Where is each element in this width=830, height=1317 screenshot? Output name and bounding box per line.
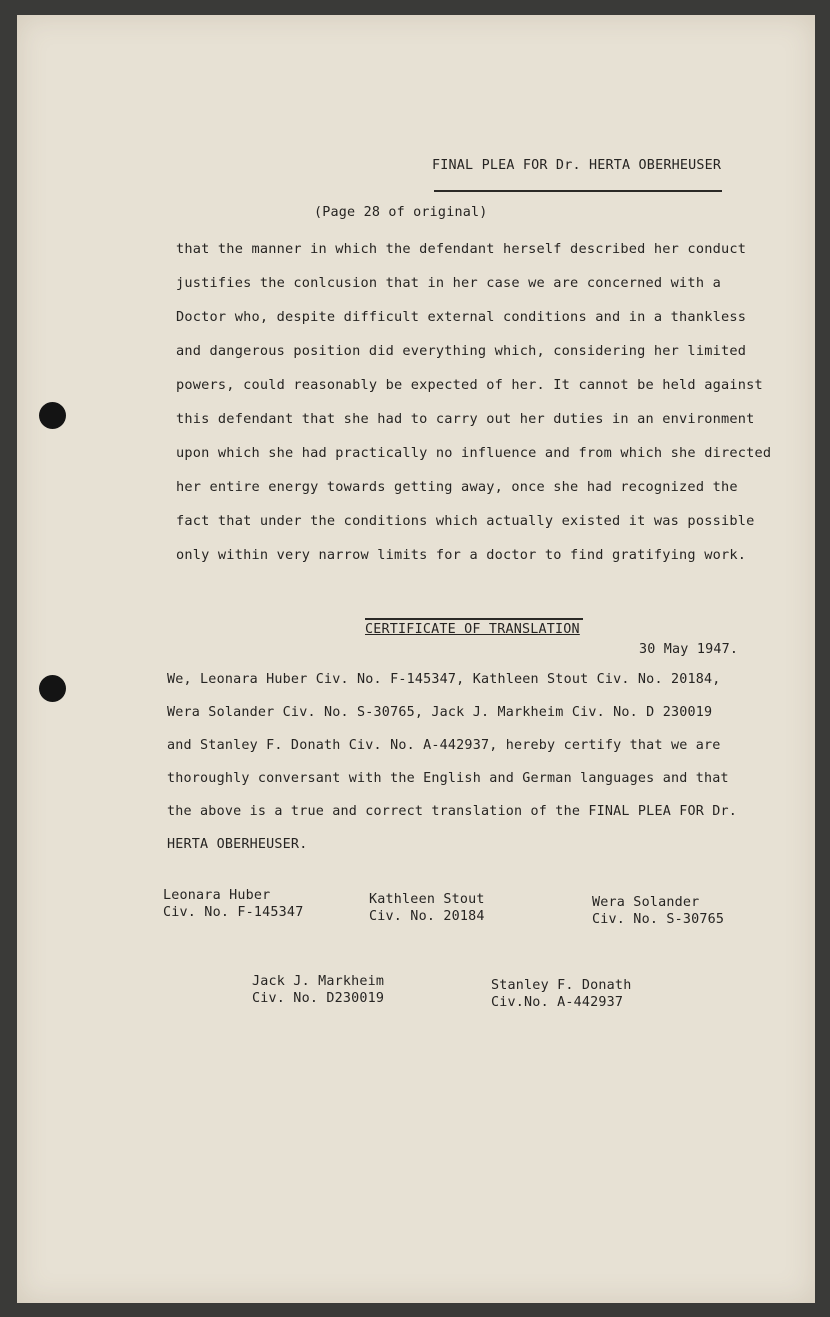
- signature-block: [491, 977, 631, 1011]
- body-line: that the manner in which the defendant herself described her conduct: [176, 241, 747, 257]
- certificate-line: and Stanley F. Donath Civ. No. A-442937, hereby certify that we are: [167, 738, 721, 753]
- signature-block: [592, 894, 724, 928]
- signatory-number: Civ. No. D230019: [252, 991, 385, 1006]
- certificate-date: 30 May 1947.: [639, 642, 739, 657]
- signature-block: [163, 887, 303, 921]
- body-line: this defendant that she had to carry out her duties in an environment: [176, 411, 755, 427]
- body-line: justifies the conlcusion that in her case we are concerned with a: [176, 275, 721, 291]
- signatory-name: Leonara Huber: [163, 888, 271, 903]
- certificate-line: Wera Solander Civ. No. S-30765, Jack J. Markheim Civ. No. D 230019: [167, 705, 713, 720]
- signatory-number: Civ.No. A-442937: [491, 995, 624, 1010]
- body-line: Doctor who, despite difficult external conditions and in a thankless: [176, 309, 747, 325]
- signatory-name: Wera Solander: [592, 895, 700, 910]
- certificate-title: CERTIFICATE OF TRANSLATION: [365, 622, 580, 637]
- signatory-number: Civ. No. F-145347: [163, 905, 304, 920]
- signatory-name: Jack J. Markheim: [252, 974, 385, 989]
- body-line: and dangerous position did everything which, considering her limited: [176, 343, 747, 359]
- certificate-overline: [365, 618, 583, 620]
- punch-hole-bottom: [39, 675, 66, 702]
- body-line: only within very narrow limits for a doctor to find gratifying work.: [176, 547, 747, 563]
- certificate-line: thoroughly conversant with the English and German languages and that: [167, 771, 729, 786]
- document-page: [17, 15, 815, 1303]
- punch-hole-top: [39, 402, 66, 429]
- certificate-line: We, Leonara Huber Civ. No. F-145347, Kathleen Stout Civ. No. 20184,: [167, 672, 721, 687]
- title-underline: [434, 190, 722, 192]
- signature-block: [369, 891, 485, 925]
- body-line: her entire energy towards getting away, once she had recognized the: [176, 479, 738, 495]
- page-reference: (Page 28 of original): [314, 205, 488, 220]
- certificate-line: HERTA OBERHEUSER.: [167, 837, 308, 852]
- signatory-number: Civ. No. 20184: [369, 909, 485, 924]
- signatory-name: Kathleen Stout: [369, 892, 485, 907]
- signatory-name: Stanley F. Donath: [491, 978, 632, 993]
- document-title: FINAL PLEA FOR Dr. HERTA OBERHEUSER: [432, 158, 722, 173]
- signatory-number: Civ. No. S-30765: [592, 912, 725, 927]
- body-line: upon which she had practically no influence and from which she directed: [176, 445, 772, 461]
- body-line: powers, could reasonably be expected of her. It cannot be held against: [176, 377, 763, 393]
- certificate-line: the above is a true and correct translation of the FINAL PLEA FOR Dr.: [167, 804, 738, 819]
- signature-block: [252, 973, 384, 1007]
- body-line: fact that under the conditions which actually existed it was possible: [176, 513, 755, 529]
